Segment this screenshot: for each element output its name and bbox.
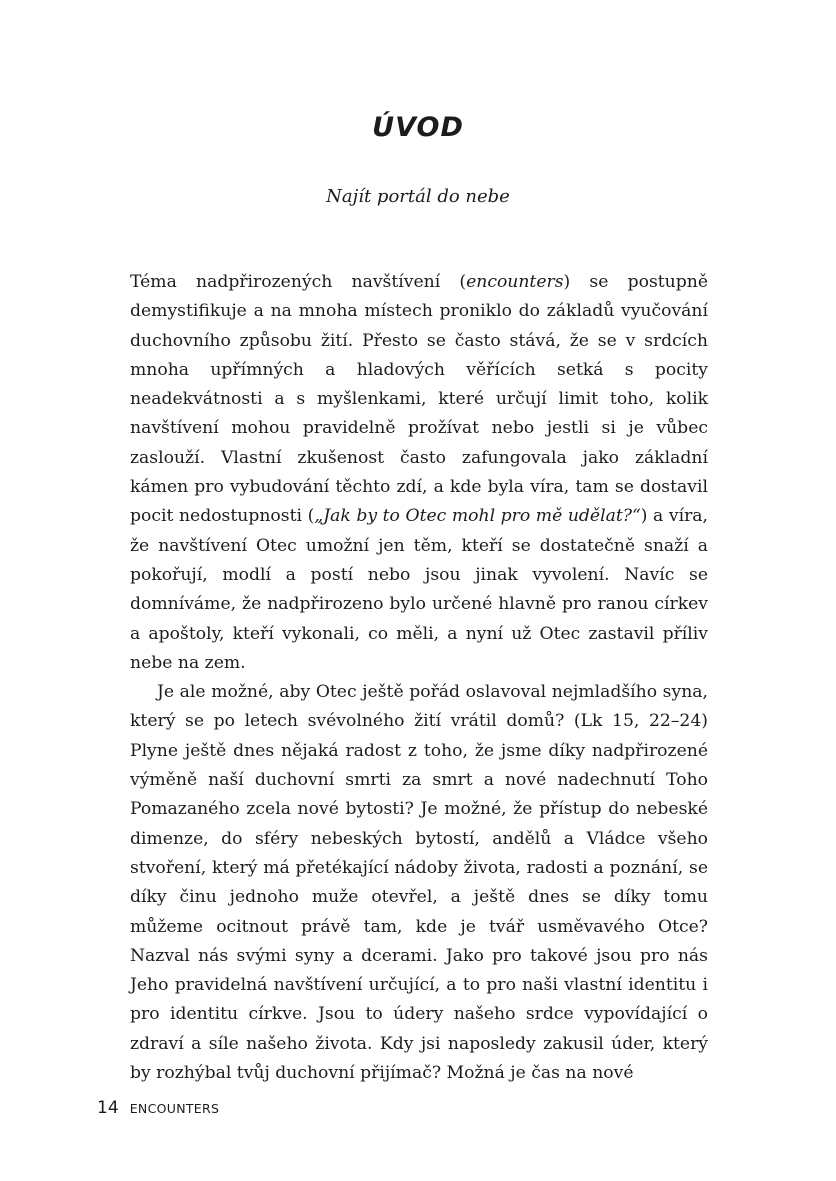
chapter-title: ÚVOD [372,112,464,143]
paragraph-1-emphasis-2: „Jak by to Otec mohl pro mě udělat?“ [314,506,641,527]
paragraph-1-emphasis-1: encounters [466,272,564,292]
body-text [130,268,708,1088]
paragraph-1-part-1: Téma nadpřirozených navštívení ( [130,272,467,292]
paragraph-1-part-3: ) a víra, že navštívení Otec umožní jen těm, kteří se dostatečně snaží a pokořují, modlí a postí nebo jsou jinak vyvolení. Navíc se domníváme, že nadpřirozeno bylo určené hlavně pro ranou církev a apoštoly, kteří vykonali, co měli, a nyní už Otec zastavil příliv nebe na zem. [130,506,709,673]
paragraph-2: Je ale možné, aby Otec ještě pořád oslavoval nejmladšího syna, který se po letech svévolného žití vrátil domů? (Lk 15, 22–24) Plyne ještě dnes nějaká radost z toho, že jsme díky nadpřirozené výměně naší duchovní smrti za smrt a nové nadechnutí Toho Pomazaného zcela nové bytosti? Je možné, že přístup do nebeské dimenze, do sféry nebeských bytostí, andělů a Vládce všeho stvoření, který má přetékající nádoby života, radosti a poznání, se díky činu jednoho muže otevřel, a ještě dnes se díky tomu můžeme ocitnout právě tam, kde je tvář usměvavého Otce? Nazval nás svými syny a dcerami. Jako pro takové jsou pro nás Jeho pravidelná navštívení určující, a to pro naši vlastní identitu i pro identitu církve. Jsou to údery našeho srdce vypovídající o zdraví a síle našeho života. Kdy jsi naposledy zakusil úder, který by rozhýbal tvůj duchovní přijímač? Možná je čas na nové [130,682,708,1084]
paragraph-1 [130,268,708,678]
paragraph-1-part-2: ) se postupně demystifikuje a na mnoha místech proniklo do základů vyučování duchovního způsobu žití. Přesto se často stává, že se v srdcích mnoha upřímných a hladových věřících setká s pocity neadekvátnosti a s myšlenkami, které určují limit toho, kolik navštívení mohou pravidelně prožívat nebo jestli si je vůbec zaslouží. Vlastní zkušenost často zafungovala jako základní kámen pro vybudování těchto zdí, a kde byla víra, tam se dostavil pocit nedostupnosti ( [130,272,708,527]
page-footer [97,1098,219,1118]
chapter-subtitle: Najít portál do nebe [326,186,510,207]
page-number: 14 [97,1098,119,1118]
running-title: ENCOUNTERS [129,1101,220,1116]
